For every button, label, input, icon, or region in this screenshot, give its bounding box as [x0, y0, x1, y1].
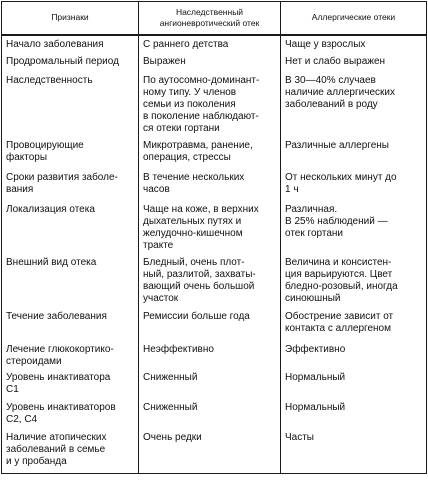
- row-sign: Провоцирующие факторы: [2, 139, 139, 171]
- header-hereditary-edema: Наследственный ангионевротический отек: [139, 2, 281, 35]
- row-hereditary: Неэффективно: [139, 343, 281, 371]
- row-allergic: Эффективно: [281, 343, 427, 371]
- table-row: [2, 310, 427, 343]
- table-row: [2, 431, 427, 474]
- row-allergic: От нескольких минут до 1 ч: [281, 171, 427, 203]
- header-row: [2, 2, 427, 35]
- row-hereditary: Сниженный: [139, 371, 281, 401]
- row-allergic: Обострение зависит от контакта с аллергеном: [281, 310, 427, 343]
- row-hereditary: Бледный, очень плот- ный, разлитой, захваты- вающий очень большой участок: [139, 256, 281, 310]
- row-allergic: Нормальный: [281, 371, 427, 401]
- row-sign: Начало заболевания: [2, 35, 139, 55]
- row-hereditary: Чаще на коже, в верхних дыхательных путях и желудочно-кишечном тракте: [139, 203, 281, 256]
- row-hereditary: Микротравма, ранение, операция, стрессы: [139, 139, 281, 171]
- table-row: [2, 256, 427, 310]
- row-hereditary: Ремиссии больше года: [139, 310, 281, 343]
- header-signs: Признаки: [2, 2, 139, 35]
- row-allergic: Величина и консистен- ция варьируются. Цвет бледно-розовый, иногда синоюшный: [281, 256, 427, 310]
- row-sign: Продромальный период: [2, 55, 139, 74]
- row-allergic: Часты: [281, 431, 427, 474]
- row-allergic: Различная. В 25% наблюдений — отек гортани: [281, 203, 427, 256]
- table-row: [2, 74, 427, 139]
- table-row: [2, 35, 427, 55]
- row-sign: Внешний вид отека: [2, 256, 139, 310]
- comparison-table: [1, 1, 427, 474]
- header-allergic-edema: Аллергические отеки: [281, 2, 427, 35]
- table-row: [2, 371, 427, 401]
- table-row: [2, 139, 427, 171]
- row-hereditary: Очень редки: [139, 431, 281, 474]
- row-allergic: Чаще у взрослых: [281, 35, 427, 55]
- table-row: [2, 401, 427, 431]
- table-row: [2, 343, 427, 371]
- row-allergic: В 30—40% случаев наличие аллергических заболеваний в роду: [281, 74, 427, 139]
- row-allergic: Различные аллергены: [281, 139, 427, 171]
- row-sign: Сроки развития заболе- вания: [2, 171, 139, 203]
- row-allergic: Нормальный: [281, 401, 427, 431]
- row-hereditary: С раннего детства: [139, 35, 281, 55]
- row-hereditary: В течение нескольких часов: [139, 171, 281, 203]
- row-hereditary: По аутосомно-доминант- ному типу. У членов семьи из поколения в поколение наблюдают- ся отеки гортани: [139, 74, 281, 139]
- row-sign: Уровень инактиваторов C2, C4: [2, 401, 139, 431]
- row-sign: Течение заболевания: [2, 310, 139, 343]
- row-sign: Уровень инактиватора C1: [2, 371, 139, 401]
- row-hereditary: Выражен: [139, 55, 281, 74]
- table-row: [2, 55, 427, 74]
- row-allergic: Нет и слабо выражен: [281, 55, 427, 74]
- row-sign: Наследственность: [2, 74, 139, 139]
- row-sign: Локализация отека: [2, 203, 139, 256]
- row-hereditary: Сниженный: [139, 401, 281, 431]
- row-sign: Лечение глюкокортико- стероидами: [2, 343, 139, 371]
- row-sign: Наличие атопических заболеваний в семье и у пробанда: [2, 431, 139, 474]
- table-row: [2, 171, 427, 203]
- table-row: [2, 203, 427, 256]
